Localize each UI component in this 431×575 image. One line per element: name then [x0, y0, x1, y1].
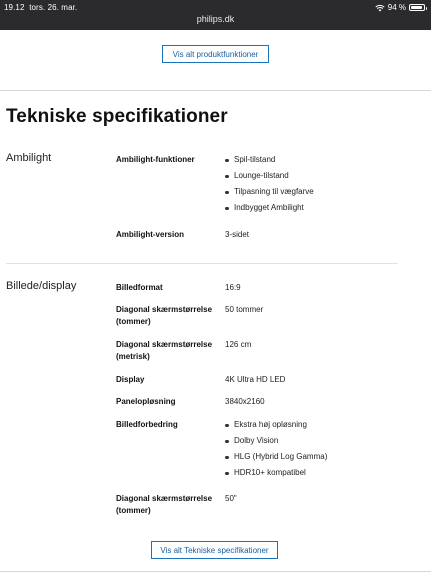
list-item: Lounge-tilstand [224, 171, 314, 187]
section-title-ambilight: Ambilight [6, 152, 52, 164]
divider [6, 263, 398, 264]
spec-label-enhancement: Billedforbedring [116, 420, 178, 429]
spec-value-diagonal-inch: 50 tommer [225, 305, 264, 314]
list-item: Tilpasning til vægfarve [224, 187, 314, 203]
list-item: HDR10+ kompatibel [224, 468, 327, 484]
spec-label-display: Display [116, 375, 145, 384]
wifi-icon [375, 4, 385, 12]
url-bar[interactable]: philips.dk [196, 14, 235, 24]
status-bar [0, 0, 431, 30]
battery-icon [409, 4, 425, 11]
enhancement-list [224, 420, 327, 484]
spec-label-diagonal-inch-2: Diagonal skærmstørrelse (tommer) [116, 494, 213, 515]
list-item: Indbygget Ambilight [224, 203, 314, 219]
spec-value-format: 16:9 [225, 283, 241, 292]
status-time [4, 3, 77, 12]
section-title-display: Billede/display [6, 280, 77, 292]
list-item: HLG (Hybrid Log Gamma) [224, 452, 327, 468]
ambilight-functions-list [224, 155, 314, 219]
spec-value-diagonal-inch-2: 50" [225, 494, 237, 503]
list-item: Dolby Vision [224, 436, 327, 452]
spec-label-format: Billedformat [116, 283, 163, 292]
spec-label-ambilight-functions: Ambilight-funktioner [116, 155, 195, 164]
divider [0, 571, 431, 572]
spec-value-resolution: 3840x2160 [225, 397, 265, 406]
list-item: Spil-tilstand [224, 155, 314, 171]
date-text: tors. 26. mar. [29, 3, 78, 12]
status-right [375, 3, 425, 12]
show-all-specs-button[interactable]: Vis alt Tekniske specifikationer [151, 541, 278, 559]
battery-percent: 94 % [387, 3, 406, 12]
show-all-features-button[interactable]: Vis alt produktfunktioner [162, 45, 269, 63]
spec-label-diagonal-inch: Diagonal skærmstørrelse (tommer) [116, 305, 213, 326]
spec-label-diagonal-metric: Diagonal skærmstørrelse (metrisk) [116, 340, 213, 361]
spec-value-ambilight-version: 3-sidet [225, 230, 250, 239]
list-item: Ekstra høj opløsning [224, 420, 327, 436]
time-text: 19.12 [4, 3, 25, 12]
battery-fill [411, 6, 422, 9]
spec-value-display: 4K Ultra HD LED [225, 375, 286, 384]
spec-label-resolution: Panelopløsning [116, 397, 176, 406]
spec-label-ambilight-version: Ambilight-version [116, 230, 185, 239]
page-title: Tekniske specifikationer [6, 106, 228, 127]
spec-value-diagonal-metric: 126 cm [225, 340, 252, 349]
divider [0, 90, 431, 91]
